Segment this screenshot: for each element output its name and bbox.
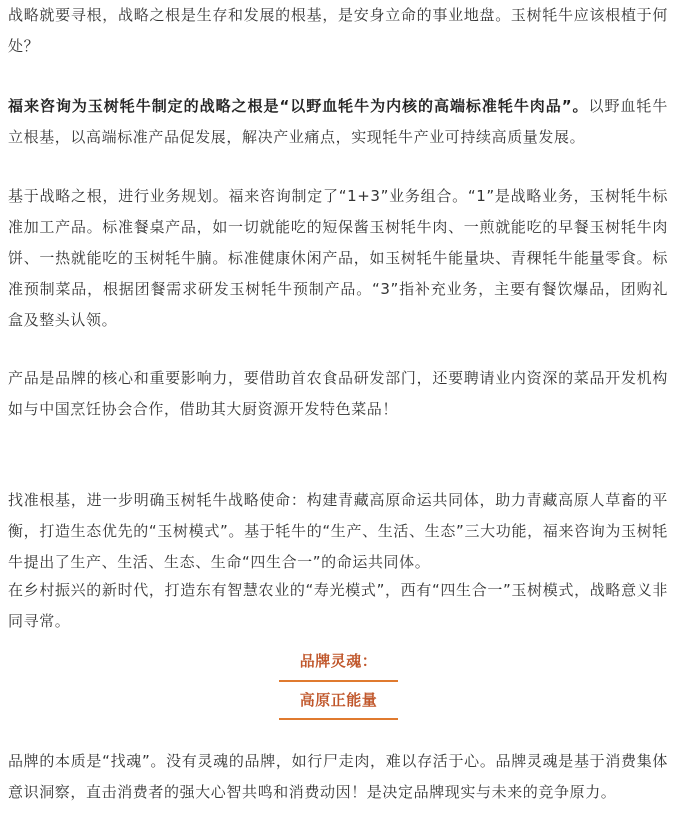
paragraph-brand-essence: 品牌的本质是“找魂”。没有灵魂的品牌，如行尸走肉，难以存活于心。品牌灵魂是基于消费集体意识洞察，直击消费者的强大心智共鸣和消费动因！是决定品牌现实与未来的竞争原力。: [8, 752, 668, 801]
section-subtitle-box: [279, 680, 398, 720]
paragraph-strategy-root: 战略就要寻根，战略之根是生存和发展的根基，是安身立命的事业地盘。玉树牦牛应该根植于何处？: [8, 6, 668, 55]
strategy-definition-rest: 以野血牦牛立根基，以高端标准产品促发展，解决产业痛点，实现牦牛产业可持续高质量发展。: [8, 97, 668, 146]
section-subtitle-plateau-energy: 高原正能量: [299, 691, 378, 709]
paragraph-product-core: 产品是品牌的核心和重要影响力，要借助首农食品研发部门，还要聘请业内资深的菜品开发机构如与中国烹饪协会合作，借助其大厨资源开发特色菜品！: [8, 369, 668, 418]
strategy-definition-bold: 福来咨询为玉树牦牛制定的战略之根是“以野血牦牛为内核的高端标准牦牛肉品”。: [8, 97, 589, 115]
paragraph-rural-revitalization: 在乡村振兴的新时代，打造东有智慧农业的“寿光模式”，西有“四生合一”玉树模式，战略意义非同寻常。: [8, 581, 668, 630]
paragraph-strategic-mission: 找准根基，进一步明确玉树牦牛战略使命：构建青藏高原命运共同体，助力青藏高原人草畜的平衡，打造生态优先的“玉树模式”。基于牦牛的“生产、生活、生态”三大功能，福来咨询为玉树牦牛提出了生产、生活、生态、生命“四生合一”的命运共同体。: [8, 491, 668, 571]
paragraph-business-planning: 基于战略之根，进行业务规划。福来咨询制定了“1+3”业务组合。“1”是战略业务，玉树牦牛标准加工产品。标准餐桌产品，如一切就能吃的短保酱玉树牦牛肉、一煎就能吃的早餐玉树牦牛肉饼、一热就能吃的玉树牦牛腩。标准健康休闲产品，如玉树牦牛能量块、青稞牦牛能量零食。标准预制菜品，根据团餐需求研发玉树牦牛预制产品。“3”指补充业务，主要有餐饮爆品，团购礼盒及整头认领。: [8, 187, 668, 329]
section-title-brand-soul: 品牌灵魂：: [299, 652, 378, 670]
paragraph-strategy-definition: [8, 91, 668, 153]
